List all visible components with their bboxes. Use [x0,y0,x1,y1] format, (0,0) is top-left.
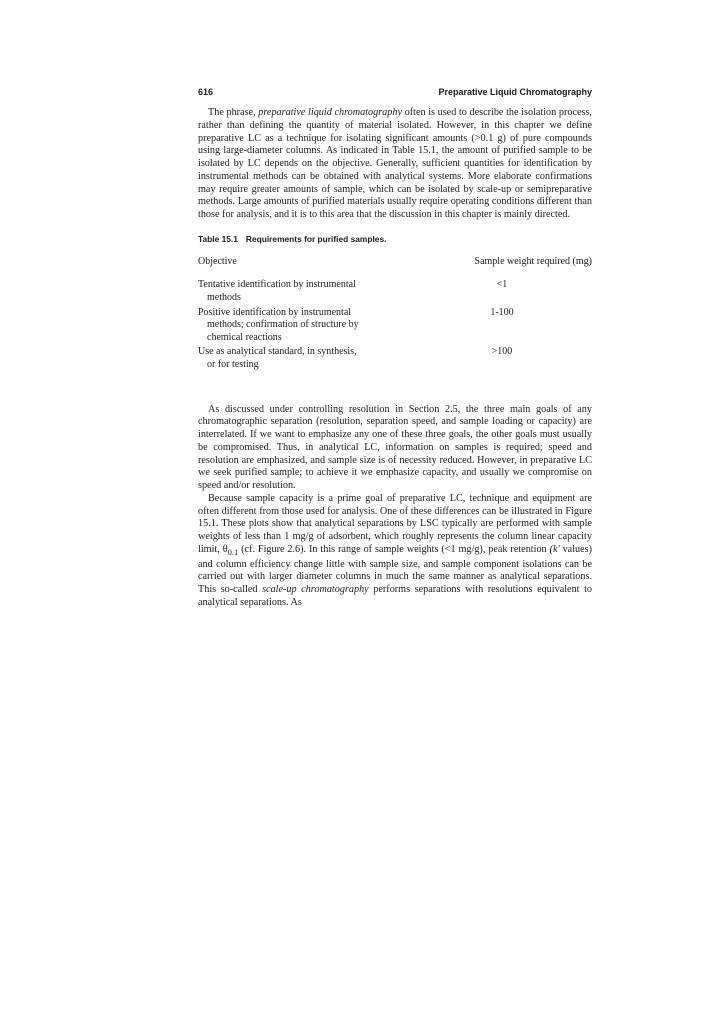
row-objective-cont: methods; confirmation of structure by chemical reactions [207,319,359,343]
col-weight-header: Sample weight required (mg) [474,255,592,267]
requirements-table [198,256,592,372]
page-number: 616 [198,87,214,97]
row-objective: Use as analytical standard, in synthesis, [198,346,357,358]
theta-subscript: 0.1 [227,546,239,557]
running-title: Preparative Liquid Chromatography [438,87,592,97]
row-weight: <1 [496,279,508,291]
row-objective: Tentative identification by instrumental [198,279,356,291]
paragraph-capacity: Because sample capacity is a prime goal of preparative LC, technique and equipment are often different from those used for analysis. One of these differences can be illustrated in Figure 15.1. These plots show that analytical separations by LSC typically are performed with sample weights of less than 1 mg/g of adsorbent, which roughly represents the column linear capacity limit, $\theta_{0.1}$ (cf. Figure 2.6). In this range of sample weights (<1 mg/g), peak retention (k' values) and column efficiency change little with sample size, and sample component isolations can be carried out with larger diameter columns in much the same manner as analytical separations. This so-called scale-up chromatography performs separations with resolutions equivalent to analytical separations. As [198,492,593,608]
paragraph-intro: The phrase, preparative liquid chromatography often is used to describe the isolation process, rather than defining the quantity of material isolated. However, in this chapter we define preparative LC as a technique for isolating significant amounts (>0.1 g) of pure compounds using large-diameter columns. As indicated in Table 15.1, the amount of purified sample to be isolated by LC depends on the objective. Generally, sufficient quantities for identification by instrumental methods can be obtained with analytical systems. More elaborate confirmations may require greater amounts of sample, which can be isolated by scale-up or semipreparative methods. Large amounts of purified materials usually require operating conditions different than those for analysis, and it is to this area that the discussion in this chapter is mainly directed. [198,107,592,220]
table-number: Table 15.1 [198,233,238,244]
row-weight: >100 [491,346,513,358]
running-head [198,86,592,98]
paragraph-goals: As discussed under controlling resolution in Section 2.5, the three main goals of any chromatographic separation (resolution, separation speed, and sample loading or capacity) are interrelated. If we want to emphasize any one of these three goals, the other goals must usually be compromised. Thus, in analytical LC, information on samples is required; speed and resolution are emphasized, and sample size is of necessity reduced. However, in preparative LC we seek purified sample; to achieve it we emphasize capacity, and usually we compromise on speed and/or resolution. [198,403,592,491]
col-objective-header: Objective [198,255,237,267]
row-objective: Positive identification by instrumental [198,306,352,318]
book-page [198,86,592,610]
term-scale-up: scale-up chromatography [262,584,369,596]
table-row [198,307,592,345]
row-objective-cont: or for testing [207,358,259,370]
table-header [198,256,592,269]
table-row [198,346,592,371]
row-objective-cont: methods [207,291,241,303]
table-row [198,279,592,304]
table-title: Requirements for purified samples. [245,233,387,244]
row-weight: 1-100 [490,306,514,318]
table-caption [198,234,592,245]
term-preparative-lc: preparative liquid chromatography [258,107,402,118]
